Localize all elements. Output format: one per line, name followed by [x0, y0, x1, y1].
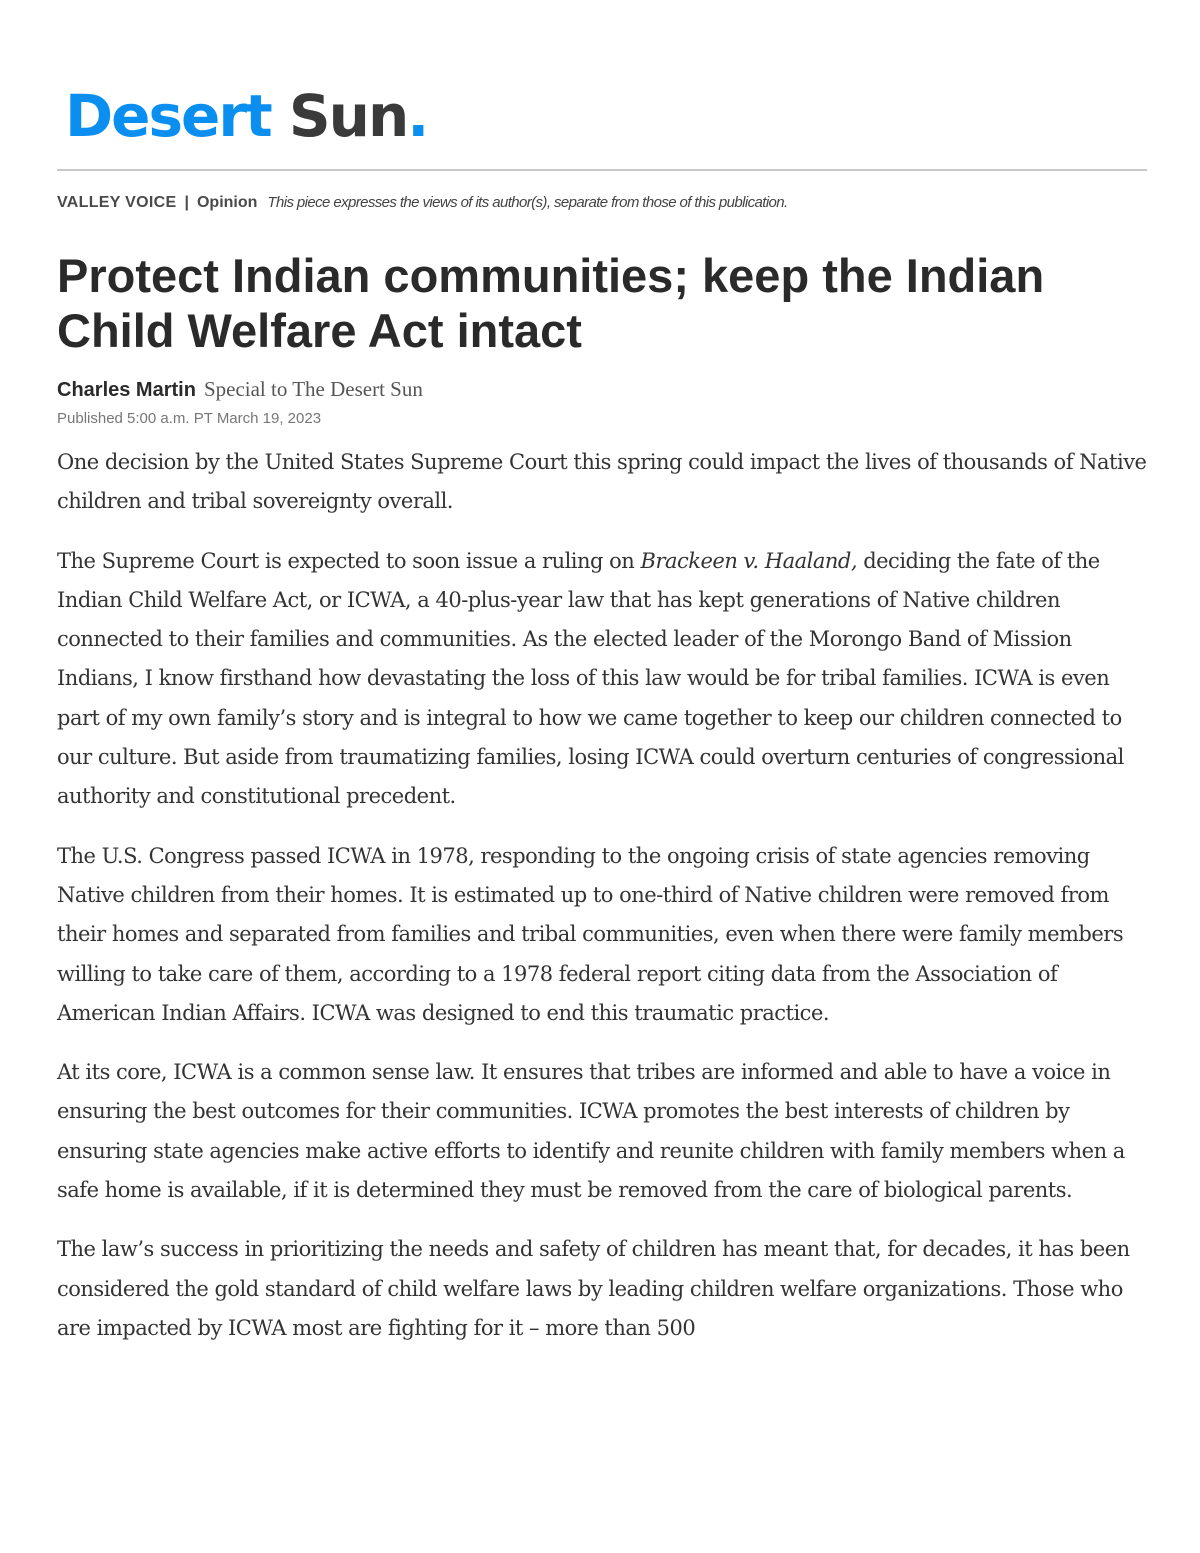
paragraph: At its core, ICWA is a common sense law. It ensures that tribes are informed and able to have a voice in ensuring the best outcomes for their communities. ICWA promotes the best interests of children by ensuring state agencies make active efforts to identify and reunite children with family members when a safe home is available, if it is determined they must be removed from the care of biological parents.: [57, 1060, 1125, 1203]
paragraph-text: deciding the fate of the Indian Child Welfare Act, or ICWA, a 40-plus-year law that has kept generations of Native children connected to their families and communities. As the elected leader of the Morongo Band of Mission Indians, I know firsthand how devastating the loss of this law would be for tribal families. ICWA is even part of my own family’s story and is integral to how we came together to keep our children connected to our culture. But aside from traumatizing families, losing ICWA could overturn centuries of congressional authority and constitutional precedent.: [57, 548, 1124, 809]
logo-word-sun: Sun: [288, 82, 408, 150]
paragraph: The law’s success in prioritizing the needs and safety of children has meant that, for decades, it has been considered the gold standard of child welfare laws by leading children welfare organizations. Those who are impacted by ICWA most are fighting for it – more than 500: [57, 1237, 1130, 1340]
header-divider: [57, 169, 1147, 171]
section-label[interactable]: VALLEY VOICE: [57, 194, 177, 211]
paragraph: The U.S. Congress passed ICWA in 1978, responding to the ongoing crisis of state agencies removing Native children from their homes. It is estimated up to one-third of Native children were removed from their homes and separated from families and tribal communities, even when there were family members willing to take care of them, according to a 1978 federal report citing data from the Association of American Indian Affairs. ICWA was designed to end this traumatic practice.: [57, 843, 1124, 1025]
opinion-disclaimer: This piece expresses the views of its author(s), separate from those of this publication.: [267, 194, 788, 211]
logo-dot: .: [407, 82, 428, 150]
article-headline: Protect Indian communities; keep the Indian Child Welfare Act intact: [57, 249, 1045, 357]
article-body: [57, 443, 1147, 1368]
paragraph: [57, 542, 1147, 817]
article-label: [57, 192, 788, 214]
published-timestamp: Published 5:00 a.m. PT March 19, 2023: [57, 410, 322, 427]
paragraph-text: The Supreme Court is expected to soon issue a ruling on: [57, 548, 641, 573]
label-separator: |: [184, 194, 189, 211]
author-affiliation: Special to The Desert Sun: [203, 377, 423, 401]
category-label[interactable]: Opinion: [196, 194, 258, 211]
logo-word-desert: Desert: [65, 82, 271, 150]
author-name[interactable]: Charles Martin: [57, 379, 196, 401]
paragraph: One decision by the United States Supreme Court this spring could impact the lives of thousands of Native children and tribal sovereignty overall.: [57, 450, 1147, 514]
byline: [57, 375, 423, 406]
desert-sun-logo[interactable]: [65, 82, 427, 150]
case-name: Brackeen v. Haaland,: [640, 548, 858, 573]
